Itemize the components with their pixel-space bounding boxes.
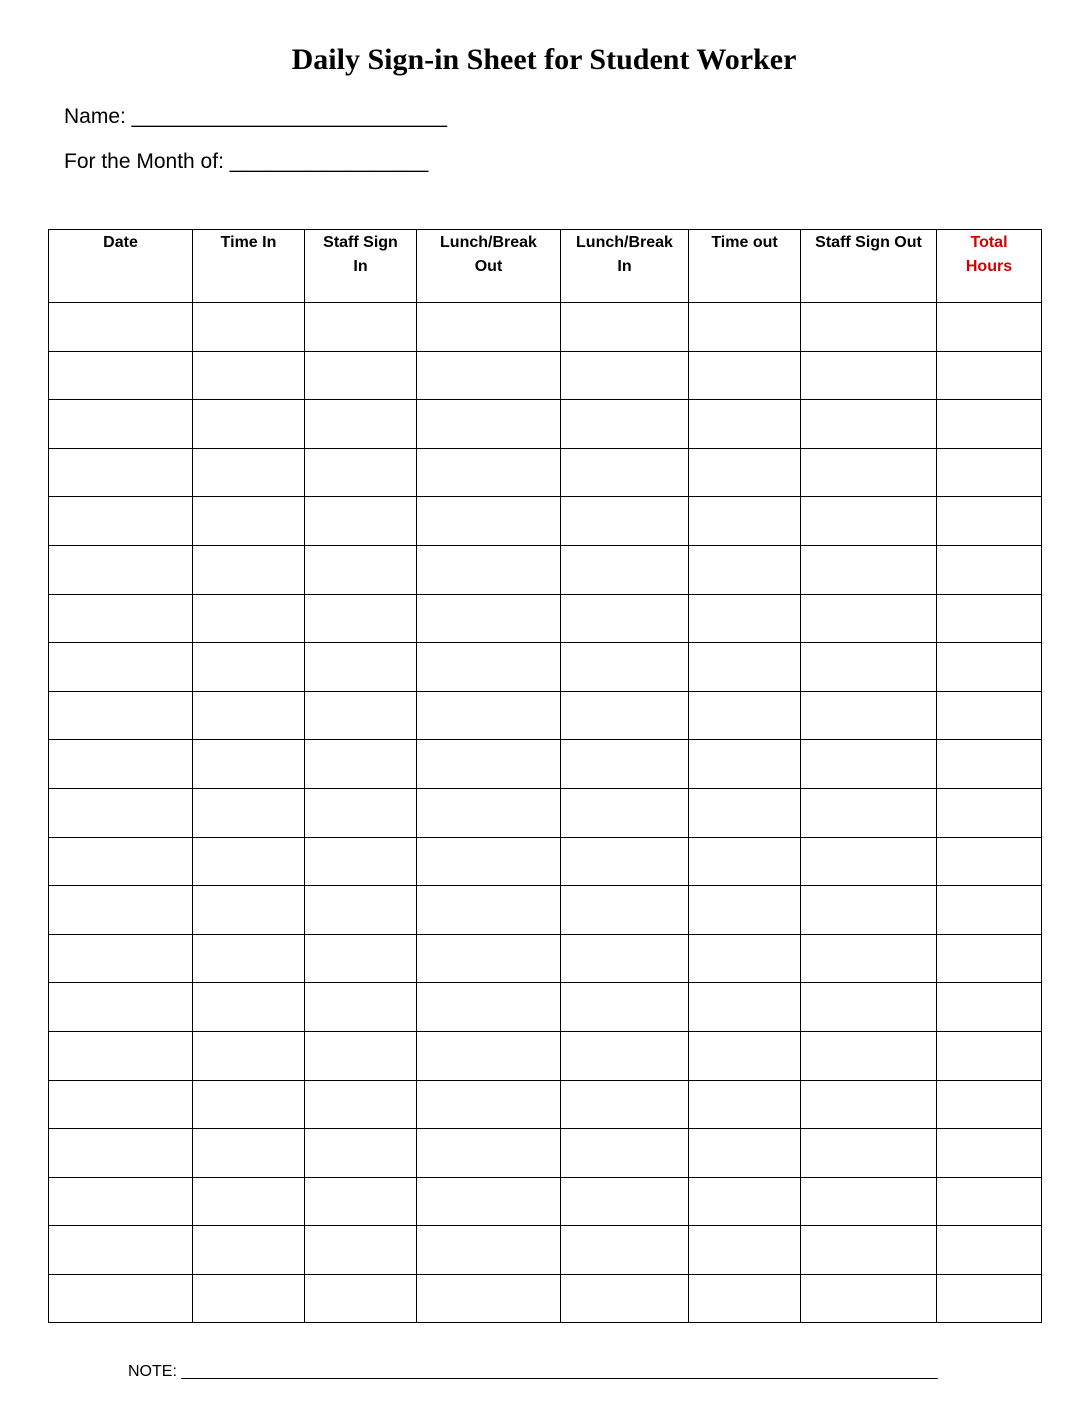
lunch-break-in-cell[interactable] [561, 303, 689, 352]
time-out-cell[interactable] [689, 983, 801, 1032]
time-in-cell[interactable] [193, 594, 305, 643]
lunch-break-out-cell[interactable] [417, 1177, 561, 1226]
lunch-break-in-cell[interactable] [561, 886, 689, 935]
lunch-break-out-cell[interactable] [417, 1080, 561, 1129]
time-out-cell[interactable] [689, 740, 801, 789]
time-out-cell[interactable] [689, 691, 801, 740]
staff-sign-out-cell[interactable] [801, 983, 937, 1032]
lunch-break-in-cell[interactable] [561, 351, 689, 400]
time-out-cell[interactable] [689, 1274, 801, 1323]
staff-sign-in-cell[interactable] [305, 983, 417, 1032]
date-cell[interactable] [49, 740, 193, 789]
lunch-break-out-cell[interactable] [417, 934, 561, 983]
staff-sign-out-cell[interactable] [801, 934, 937, 983]
header-time-out: Time out [689, 230, 801, 303]
staff-sign-in-cell[interactable] [305, 303, 417, 352]
staff-sign-out-cell[interactable] [801, 1177, 937, 1226]
table-body [49, 303, 1042, 1323]
staff-sign-out-cell[interactable] [801, 740, 937, 789]
name-field[interactable]: Name: ___________________________ [64, 105, 448, 128]
header-date: Date [49, 230, 193, 303]
total-hours-cell[interactable] [937, 400, 1042, 449]
time-out-cell[interactable] [689, 351, 801, 400]
total-hours-cell[interactable] [937, 983, 1042, 1032]
staff-sign-out-cell[interactable] [801, 497, 937, 546]
date-cell[interactable] [49, 788, 193, 837]
date-cell[interactable] [49, 400, 193, 449]
lunch-break-in-cell[interactable] [561, 643, 689, 692]
staff-sign-in-cell[interactable] [305, 837, 417, 886]
date-cell[interactable] [49, 837, 193, 886]
table-row [49, 934, 1042, 983]
table-row [49, 1274, 1042, 1323]
staff-sign-out-cell[interactable] [801, 351, 937, 400]
lunch-break-out-cell[interactable] [417, 837, 561, 886]
lunch-break-out-cell[interactable] [417, 740, 561, 789]
header-lunch-break-in: Lunch/Break In [561, 230, 689, 303]
header-time-in: Time In [193, 230, 305, 303]
time-in-cell[interactable] [193, 303, 305, 352]
total-hours-cell[interactable] [937, 1226, 1042, 1275]
time-in-cell[interactable] [193, 448, 305, 497]
staff-sign-out-cell[interactable] [801, 400, 937, 449]
table-row [49, 1177, 1042, 1226]
date-cell[interactable] [49, 1177, 193, 1226]
header-staff-sign-out: Staff Sign Out [801, 230, 937, 303]
time-in-cell[interactable] [193, 934, 305, 983]
table-row [49, 594, 1042, 643]
time-out-cell[interactable] [689, 886, 801, 935]
date-cell[interactable] [49, 1274, 193, 1323]
table-row [49, 545, 1042, 594]
lunch-break-out-cell[interactable] [417, 351, 561, 400]
lunch-break-in-cell[interactable] [561, 934, 689, 983]
lunch-break-out-cell[interactable] [417, 1226, 561, 1275]
staff-sign-in-cell[interactable] [305, 1080, 417, 1129]
date-cell[interactable] [49, 983, 193, 1032]
time-in-cell[interactable] [193, 1129, 305, 1178]
month-field[interactable]: For the Month of: _________________ [64, 150, 429, 173]
staff-sign-in-cell[interactable] [305, 934, 417, 983]
lunch-break-out-cell[interactable] [417, 497, 561, 546]
lunch-break-in-cell[interactable] [561, 740, 689, 789]
time-in-cell[interactable] [193, 983, 305, 1032]
time-in-cell[interactable] [193, 351, 305, 400]
total-hours-cell[interactable] [937, 691, 1042, 740]
time-in-cell[interactable] [193, 886, 305, 935]
lunch-break-out-cell[interactable] [417, 1031, 561, 1080]
staff-sign-out-cell[interactable] [801, 1080, 937, 1129]
lunch-break-in-cell[interactable] [561, 545, 689, 594]
lunch-break-in-cell[interactable] [561, 837, 689, 886]
staff-sign-out-cell[interactable] [801, 1226, 937, 1275]
total-hours-cell[interactable] [937, 1177, 1042, 1226]
table-row [49, 351, 1042, 400]
time-out-cell[interactable] [689, 400, 801, 449]
staff-sign-in-cell[interactable] [305, 1177, 417, 1226]
staff-sign-in-cell[interactable] [305, 594, 417, 643]
date-cell[interactable] [49, 1129, 193, 1178]
lunch-break-in-cell[interactable] [561, 594, 689, 643]
table-row [49, 740, 1042, 789]
date-cell[interactable] [49, 497, 193, 546]
total-hours-cell[interactable] [937, 303, 1042, 352]
table-row [49, 886, 1042, 935]
time-out-cell[interactable] [689, 448, 801, 497]
staff-sign-in-cell[interactable] [305, 1031, 417, 1080]
time-out-cell[interactable] [689, 643, 801, 692]
staff-sign-out-cell[interactable] [801, 594, 937, 643]
time-out-cell[interactable] [689, 934, 801, 983]
lunch-break-in-cell[interactable] [561, 788, 689, 837]
staff-sign-in-cell[interactable] [305, 400, 417, 449]
total-hours-cell[interactable] [937, 1129, 1042, 1178]
lunch-break-in-cell[interactable] [561, 691, 689, 740]
table-row [49, 1080, 1042, 1129]
total-hours-cell[interactable] [937, 448, 1042, 497]
lunch-break-out-cell[interactable] [417, 448, 561, 497]
lunch-break-out-cell[interactable] [417, 983, 561, 1032]
staff-sign-out-cell[interactable] [801, 886, 937, 935]
lunch-break-out-cell[interactable] [417, 691, 561, 740]
total-hours-cell[interactable] [937, 837, 1042, 886]
sign-in-table [48, 229, 1042, 1323]
date-cell[interactable] [49, 1226, 193, 1275]
lunch-break-in-cell[interactable] [561, 1226, 689, 1275]
time-out-cell[interactable] [689, 788, 801, 837]
time-out-cell[interactable] [689, 1129, 801, 1178]
time-in-cell[interactable] [193, 400, 305, 449]
total-hours-cell[interactable] [937, 886, 1042, 935]
table-row [49, 400, 1042, 449]
table-row [49, 303, 1042, 352]
time-in-cell[interactable] [193, 1080, 305, 1129]
header-staff-sign-in: Staff Sign In [305, 230, 417, 303]
staff-sign-out-cell[interactable] [801, 1129, 937, 1178]
time-in-cell[interactable] [193, 837, 305, 886]
time-in-cell[interactable] [193, 643, 305, 692]
staff-sign-out-cell[interactable] [801, 1274, 937, 1323]
table-row [49, 788, 1042, 837]
time-out-cell[interactable] [689, 1031, 801, 1080]
staff-sign-out-cell[interactable] [801, 837, 937, 886]
time-in-cell[interactable] [193, 1031, 305, 1080]
lunch-break-in-cell[interactable] [561, 1129, 689, 1178]
staff-sign-out-cell[interactable] [801, 303, 937, 352]
time-out-cell[interactable] [689, 1226, 801, 1275]
lunch-break-in-cell[interactable] [561, 400, 689, 449]
table-row [49, 983, 1042, 1032]
date-cell[interactable] [49, 545, 193, 594]
date-cell[interactable] [49, 886, 193, 935]
time-out-cell[interactable] [689, 497, 801, 546]
date-cell[interactable] [49, 351, 193, 400]
staff-sign-in-cell[interactable] [305, 691, 417, 740]
lunch-break-out-cell[interactable] [417, 788, 561, 837]
staff-sign-in-cell[interactable] [305, 1129, 417, 1178]
lunch-break-in-cell[interactable] [561, 983, 689, 1032]
page-title: Daily Sign-in Sheet for Student Worker [291, 43, 797, 76]
time-out-cell[interactable] [689, 1177, 801, 1226]
lunch-break-out-cell[interactable] [417, 1274, 561, 1323]
date-cell[interactable] [49, 303, 193, 352]
staff-sign-in-cell[interactable] [305, 886, 417, 935]
total-hours-cell[interactable] [937, 740, 1042, 789]
staff-sign-in-cell[interactable] [305, 788, 417, 837]
date-cell[interactable] [49, 643, 193, 692]
total-hours-cell[interactable] [937, 934, 1042, 983]
total-hours-cell[interactable] [937, 594, 1042, 643]
table-row [49, 1031, 1042, 1080]
staff-sign-in-cell[interactable] [305, 448, 417, 497]
lunch-break-out-cell[interactable] [417, 643, 561, 692]
table-header-row [49, 230, 1042, 303]
lunch-break-in-cell[interactable] [561, 1177, 689, 1226]
staff-sign-in-cell[interactable] [305, 740, 417, 789]
lunch-break-out-cell[interactable] [417, 400, 561, 449]
date-cell[interactable] [49, 594, 193, 643]
header-total-hours: Total Hours [937, 230, 1042, 303]
total-hours-cell[interactable] [937, 788, 1042, 837]
lunch-break-in-cell[interactable] [561, 1274, 689, 1323]
staff-sign-out-cell[interactable] [801, 1031, 937, 1080]
total-hours-cell[interactable] [937, 497, 1042, 546]
header-lunch-break-out: Lunch/Break Out [417, 230, 561, 303]
time-in-cell[interactable] [193, 497, 305, 546]
table-row [49, 1226, 1042, 1275]
lunch-break-in-cell[interactable] [561, 448, 689, 497]
table-row [49, 643, 1042, 692]
lunch-break-out-cell[interactable] [417, 303, 561, 352]
table-row [49, 837, 1042, 886]
staff-sign-out-cell[interactable] [801, 448, 937, 497]
total-hours-cell[interactable] [937, 643, 1042, 692]
lunch-break-out-cell[interactable] [417, 1129, 561, 1178]
lunch-break-in-cell[interactable] [561, 1080, 689, 1129]
time-in-cell[interactable] [193, 691, 305, 740]
table-row [49, 691, 1042, 740]
table-row [49, 1129, 1042, 1178]
total-hours-cell[interactable] [937, 545, 1042, 594]
staff-sign-in-cell[interactable] [305, 1226, 417, 1275]
lunch-break-in-cell[interactable] [561, 1031, 689, 1080]
time-in-cell[interactable] [193, 1177, 305, 1226]
date-cell[interactable] [49, 691, 193, 740]
total-hours-cell[interactable] [937, 1274, 1042, 1323]
date-cell[interactable] [49, 448, 193, 497]
staff-sign-in-cell[interactable] [305, 1274, 417, 1323]
time-out-cell[interactable] [689, 1080, 801, 1129]
total-hours-cell[interactable] [937, 351, 1042, 400]
lunch-break-out-cell[interactable] [417, 594, 561, 643]
staff-sign-in-cell[interactable] [305, 351, 417, 400]
lunch-break-out-cell[interactable] [417, 886, 561, 935]
table-row [49, 448, 1042, 497]
time-in-cell[interactable] [193, 788, 305, 837]
note-field[interactable]: NOTE: _____________________________________________________________________________________ [128, 1363, 938, 1380]
time-in-cell[interactable] [193, 1226, 305, 1275]
staff-sign-out-cell[interactable] [801, 643, 937, 692]
date-cell[interactable] [49, 1031, 193, 1080]
time-in-cell[interactable] [193, 1274, 305, 1323]
time-out-cell[interactable] [689, 837, 801, 886]
staff-sign-out-cell[interactable] [801, 788, 937, 837]
time-in-cell[interactable] [193, 740, 305, 789]
time-out-cell[interactable] [689, 594, 801, 643]
total-hours-cell[interactable] [937, 1080, 1042, 1129]
staff-sign-in-cell[interactable] [305, 497, 417, 546]
staff-sign-out-cell[interactable] [801, 691, 937, 740]
staff-sign-in-cell[interactable] [305, 545, 417, 594]
time-out-cell[interactable] [689, 303, 801, 352]
staff-sign-in-cell[interactable] [305, 643, 417, 692]
staff-sign-out-cell[interactable] [801, 545, 937, 594]
date-cell[interactable] [49, 1080, 193, 1129]
time-in-cell[interactable] [193, 545, 305, 594]
lunch-break-out-cell[interactable] [417, 545, 561, 594]
total-hours-cell[interactable] [937, 1031, 1042, 1080]
lunch-break-in-cell[interactable] [561, 497, 689, 546]
table-row [49, 497, 1042, 546]
time-out-cell[interactable] [689, 545, 801, 594]
date-cell[interactable] [49, 934, 193, 983]
